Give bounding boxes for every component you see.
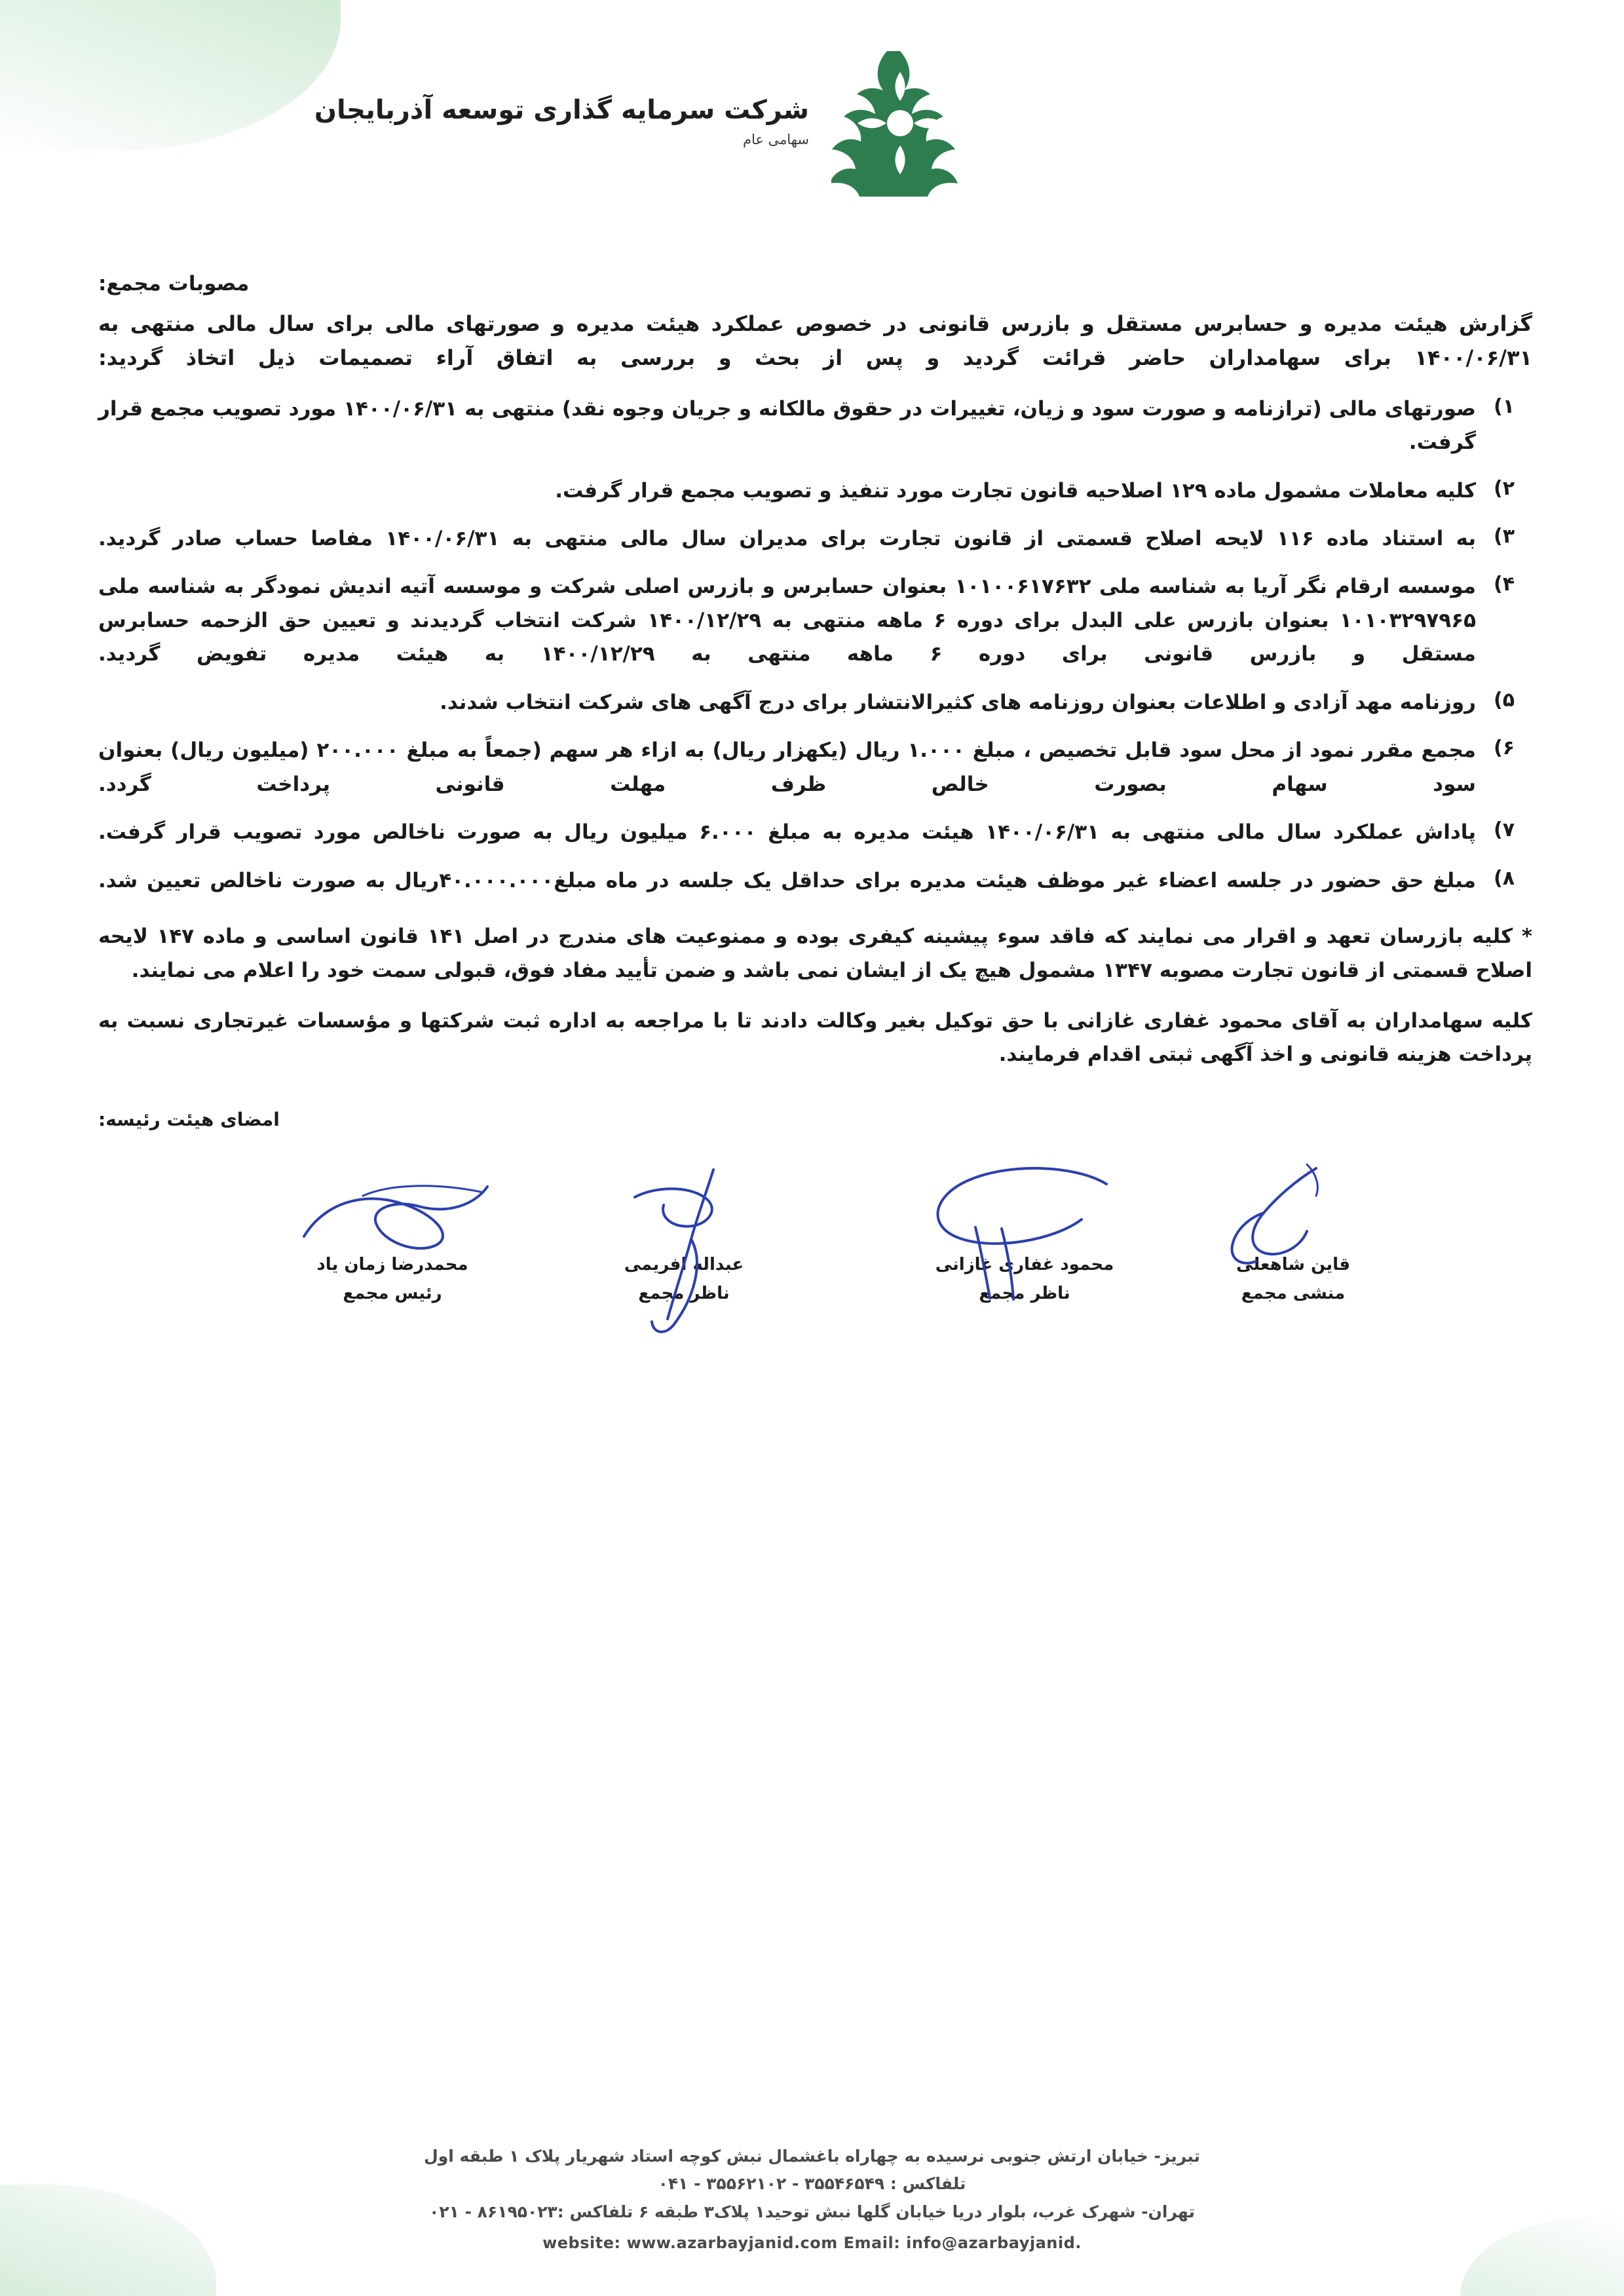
signature-role: ناظر مجمع <box>638 1283 730 1303</box>
header-decoration <box>0 0 341 151</box>
footer-address-tabriz: تبریز- خیابان ارتش جنوبی نرسیده به چهاراه باغشمال نبش کوچه استاد شهریار پلاک ۱ طبقه اول <box>424 2146 1200 2166</box>
resolutions-list <box>98 392 1532 898</box>
item-number: ۶) <box>1493 737 1515 760</box>
document-header <box>0 0 1624 262</box>
list-item <box>98 864 1532 898</box>
signature-name: محمدرضا زمان یاد <box>316 1254 468 1274</box>
footer-web-email: website: www.azarbayjanid.com Email: info@azarbayjanid. <box>542 2234 1082 2253</box>
signature-ink-secretary <box>1185 1158 1401 1256</box>
signature-supervisor-1 <box>576 1255 792 1303</box>
intro-paragraph: گزارش هیئت مدیره و حسابرس مستقل و بازرس قانونی در خصوص عملکرد هیئت مدیره و صورتهای مالی برای سال مالی منتهی به ۱۴۰۰/۰۶/۳۱ برای سهامداران حاضر قرائت گردید و پس از بحث و بررسی به اتفاق آراء تصمیمات ذیل اتخاذ گردید: <box>98 311 1532 370</box>
list-item <box>98 392 1532 460</box>
inspectors-declaration-note: * کلیه بازرسان تعهد و اقرار می نمایند که فاقد سوء پیشینه کیفری بوده و ممنوعیت های مندرج در اصل ۱۴۱ قانون اساسی و ماده ۱۴۷ لایحه اصلاح قسمتی از قانون تجارت مصوبه ۱۳۴۷ مشمول هیچ یک از ایشان نمی باشد و ضمن تأیید مفاد فوق، قبولی سمت خود را اعلام می نمایند. <box>98 925 1532 982</box>
item-text: روزنامه مهد آزادی و اطلاعات بعنوان روزنامه های کثیرالانتشار برای درج آگهی های شرکت انتخاب شدند. <box>440 690 1476 714</box>
signature-role: ناظر مجمع <box>979 1283 1070 1303</box>
list-item <box>98 686 1532 719</box>
signature-ink-supervisor-2 <box>916 1158 1133 1256</box>
item-text: مبلغ حق حضور در جلسه اعضاء غیر موظف هیئت مدیره برای حداقل یک جلسه در ماه مبلغ۴۰.۰۰۰.۰۰۰ریال به صورت ناخالص تعیین شد. <box>98 868 1476 892</box>
signature-name: محمود غفاری غازانی <box>935 1254 1114 1274</box>
signature-heading: امضای هیئت رئیسه: <box>98 1108 280 1130</box>
item-number: ۴) <box>1493 573 1515 596</box>
company-logo-icon <box>831 46 969 197</box>
list-item <box>98 522 1532 556</box>
item-text: مجمع مقرر نمود از محل سود قابل تخصیص ، مبلغ ۱.۰۰۰ ریال (یکهزار ریال) به ازاء هر سهم (جمعاً به مبلغ ۲۰۰.۰۰۰ (میلیون ریال) بعنوان سود سهام بصورت خالص ظرف مهلت قانونی پرداخت گردد. <box>98 738 1476 796</box>
item-text: موسسه ارقام نگر آریا به شناسه ملی ۱۰۱۰۰۶۱۷۶۳۲ بعنوان حسابرس و بازرس اصلی شرکت و موسسه آتیه اندیش نمودگر به شناسه ملی ۱۰۱۰۳۲۹۷۹۶۵ بعنوان بازرس علی البدل برای دوره ۶ ماهه منتهی به ۱۴۰۰/۱۲/۲۹ شرکت انتخاب گردیدند و تعیین حق الزحمه حسابرس مستقل و بازرس قانونی برای دوره ۶ ماهه منتهی به ۱۴۰۰/۱۲/۲۹ به هیئت مدیره تفویض گردید. <box>98 575 1477 666</box>
signature-ink-chairman <box>284 1158 500 1256</box>
company-type: سهامی عام <box>742 132 809 147</box>
power-of-attorney-note: کلیه سهامداران به آقای محمود غفاری غازانی با حق توکیل بغیر وکالت دادند تا با مراجعه به اداره ثبت شرکتها و مؤسسات غیرتجاری نسبت به پرداخت هزینه قانونی و اخذ آگهی ثبتی اقدام فرمایند. <box>98 1009 1532 1067</box>
company-name: شرکت سرمایه گذاری توسعه آذربایجان <box>314 95 809 125</box>
list-item <box>98 816 1532 849</box>
list-item <box>98 570 1532 671</box>
document-body <box>98 272 1532 1458</box>
item-text: پاداش عملکرد سال مالی منتهی به ۱۴۰۰/۰۶/۳۱ هیئت مدیره به مبلغ ۶.۰۰۰ میلیون ریال به صورت ناخالص مورد تصویب قرار گرفت. <box>98 820 1477 845</box>
section-title: مصوبات مجمع: <box>98 272 250 296</box>
company-logo-block <box>314 46 969 197</box>
signature-ink-supervisor-1 <box>576 1158 792 1256</box>
signature-name: قاین شاهعلی <box>1236 1254 1350 1274</box>
signature-supervisor-2 <box>916 1255 1133 1303</box>
list-item <box>98 474 1532 508</box>
item-number: ۳) <box>1493 525 1515 548</box>
item-number: ۱) <box>1493 394 1515 418</box>
document-footer <box>0 2143 1624 2257</box>
signature-role: منشی مجمع <box>1241 1283 1346 1303</box>
signatures-block <box>98 1176 1532 1458</box>
item-number: ۲) <box>1493 476 1515 500</box>
footer-address-tehran: تهران- شهرک غرب، بلوار دریا خیابان گلها نبش توحید۱ پلاک۳ طبقه ۶ تلفاکس :۸۶۱۹۵۰۲۳ - ۰۲۱ <box>429 2202 1195 2221</box>
item-number: ۵) <box>1493 688 1515 712</box>
item-text: به استناد ماده ۱۱۶ لایحه اصلاح قسمتی از قانون تجارت برای مدیران سال مالی منتهی به ۱۴۰۰/۰۶/۳۱ مفاصا حساب صادر گردید. <box>98 527 1476 551</box>
footer-phone: تلفاکس : ۳۵۵۴۶۵۴۹ - ۳۵۵۶۲۱۰۲ - ۰۴۱ <box>658 2174 966 2194</box>
item-number: ۸) <box>1493 866 1515 890</box>
signature-name: عبداله افریمی <box>624 1254 744 1274</box>
signature-chairman <box>284 1255 500 1303</box>
item-number: ۷) <box>1493 818 1515 842</box>
item-text: کلیه معاملات مشمول ماده ۱۲۹ اصلاحیه قانون تجارت مورد تنفیذ و تصویب مجمع قرار گرفت. <box>555 478 1476 503</box>
signature-secretary <box>1185 1255 1401 1303</box>
item-text: صورتهای مالی (ترازنامه و صورت سود و زیان، تغییرات در حقوق مالکانه و جریان وجوه نقد) منتهی به ۱۴۰۰/۰۶/۳۱ مورد تصویب مجمع قرار گرفت. <box>98 396 1476 455</box>
list-item <box>98 734 1532 801</box>
signature-role: رئیس مجمع <box>343 1283 442 1303</box>
